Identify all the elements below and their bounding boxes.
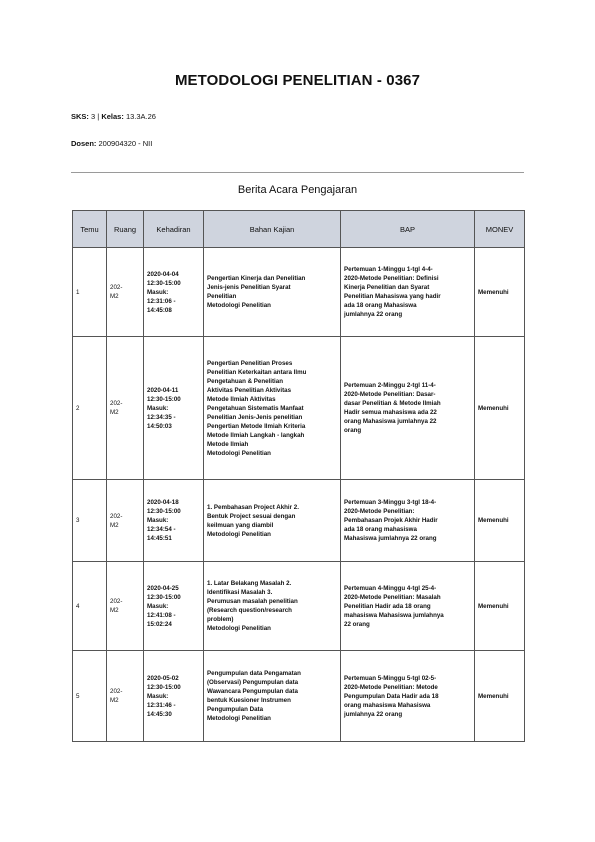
cell-monev: Memenuhi	[475, 337, 525, 480]
table-row	[73, 337, 525, 480]
cell-kehadiran: 2020-04-25 12:30-15:00 Masuk: 12:41:08 - 15:02:24	[144, 562, 204, 651]
table-row	[73, 248, 525, 337]
cell-temu: 1	[73, 248, 107, 337]
bap-table	[72, 210, 525, 742]
col-header-kehadiran: Kehadiran	[144, 211, 204, 248]
cell-bap: Pertemuan 4-Minggu 4-tgl 25-4- 2020-Metode Penelitian: Masalah Penelitian Hadir ada 18 orang mahasiswa Mahasiswa jumlahnya 22 orang	[341, 562, 475, 651]
section-title: Berita Acara Pengajaran	[237, 184, 358, 196]
sks-kelas-line	[71, 112, 156, 121]
cell-bahan-kajian: Pengumpulan data Pengamatan (Observasi) Pengumpulan data Wawancara Pengumpulan data bentuk Kuesioner Instrumen Pengumpulan Data Metodologi Penelitian	[204, 651, 341, 742]
cell-kehadiran: 2020-05-02 12:30-15:00 Masuk: 12:31:46 - 14:45:30	[144, 651, 204, 742]
col-header-monev: MONEV	[475, 211, 525, 248]
table-row	[73, 562, 525, 651]
cell-monev: Memenuhi	[475, 480, 525, 562]
table-row	[73, 651, 525, 742]
cell-ruang: 202- M2	[107, 562, 144, 651]
dosen-value: 200904320 - NII	[98, 139, 153, 148]
sks-label: SKS:	[71, 112, 89, 121]
cell-temu: 3	[73, 480, 107, 562]
col-header-temu: Temu	[73, 211, 107, 248]
cell-temu: 5	[73, 651, 107, 742]
table-row	[73, 480, 525, 562]
col-header-bahan-kajian: Bahan Kajian	[204, 211, 341, 248]
cell-temu: 4	[73, 562, 107, 651]
cell-kehadiran: 2020-04-04 12:30-15:00 Masuk: 12:31:06 - 14:45:08	[144, 248, 204, 337]
cell-bahan-kajian: Pengertian Kinerja dan Penelitian Jenis-jenis Penelitian Syarat Penelitian Metodologi Penelitian	[204, 248, 341, 337]
cell-kehadiran: 2020-04-18 12:30-15:00 Masuk: 12:34:54 - 14:45:51	[144, 480, 204, 562]
cell-bap: Pertemuan 2-Minggu 2-tgl 11-4- 2020-Metode Penelitian: Dasar- dasar Penelitian & Metode Ilmiah Hadir semua mahasiswa ada 22 orang Mahasiswa jumlahnya 22 orang	[341, 337, 475, 480]
col-header-bap: BAP	[341, 211, 475, 248]
sks-value: 3	[91, 112, 96, 121]
cell-ruang: 202- M2	[107, 651, 144, 742]
cell-bahan-kajian: 1. Pembahasan Project Akhir 2. Bentuk Project sesuai dengan keilmuan yang diambil Metodologi Penelitian	[204, 480, 341, 562]
cell-monev: Memenuhi	[475, 562, 525, 651]
course-title: METODOLOGI PENELITIAN - 0367	[174, 72, 421, 89]
cell-monev: Memenuhi	[475, 248, 525, 337]
cell-temu: 2	[73, 337, 107, 480]
cell-bahan-kajian: 1. Latar Belakang Masalah 2. Identifikasi Masalah 3. Perumusan masalah penelitian (Research question/research problem) Metodologi Penelitian	[204, 562, 341, 651]
cell-ruang: 202- M2	[107, 337, 144, 480]
cell-kehadiran: 2020-04-11 12:30-15:00 Masuk: 12:34:35 - 14:50:03	[144, 337, 204, 480]
kelas-value: 13.3A.26	[125, 112, 156, 121]
cell-bap: Pertemuan 1-Minggu 1-tgl 4-4- 2020-Metode Penelitian: Definisi Kinerja Penelitian dan Syarat Penelitian Mahasiswa yang hadir ada 18 orang Mahasiswa jumlahnya 22 orang	[341, 248, 475, 337]
cell-bap: Pertemuan 5-Minggu 5-tgl 02-5- 2020-Metode Penelitian: Metode Pengumpulan Data Hadir ada 18 orang mahasiswa Mahasiswa jumlahnya 22 orang	[341, 651, 475, 742]
cell-ruang: 202- M2	[107, 248, 144, 337]
cell-bahan-kajian: Pengertian Penelitian Proses Penelitian Keterkaitan antara Ilmu Pengetahuan & Penelitian Aktivitas Penelitian Aktivitas Metode Ilmiah Aktivitas Pengetahuan Sistematis Manfaat Penelitian Jenis-Jenis penelitian Pengertian Metode Ilmiah Kriteria Metode Ilmiah Langkah - langkah Metode Ilmiah Metodologi Penelitian	[204, 337, 341, 480]
dosen-line	[71, 139, 152, 148]
dosen-label: Dosen:	[71, 139, 97, 148]
col-header-ruang: Ruang	[107, 211, 144, 248]
table-header-row	[73, 211, 525, 248]
kelas-label: Kelas:	[101, 112, 124, 121]
cell-monev: Memenuhi	[475, 651, 525, 742]
cell-bap: Pertemuan 3-Minggu 3-tgl 18-4- 2020-Metode Penelitian: Pembahasan Projek Akhir Hadir ada 18 orang mahasiswa Mahasiswa jumlahnya 22 orang	[341, 480, 475, 562]
divider	[71, 172, 524, 173]
separator: |	[97, 112, 100, 121]
cell-ruang: 202- M2	[107, 480, 144, 562]
